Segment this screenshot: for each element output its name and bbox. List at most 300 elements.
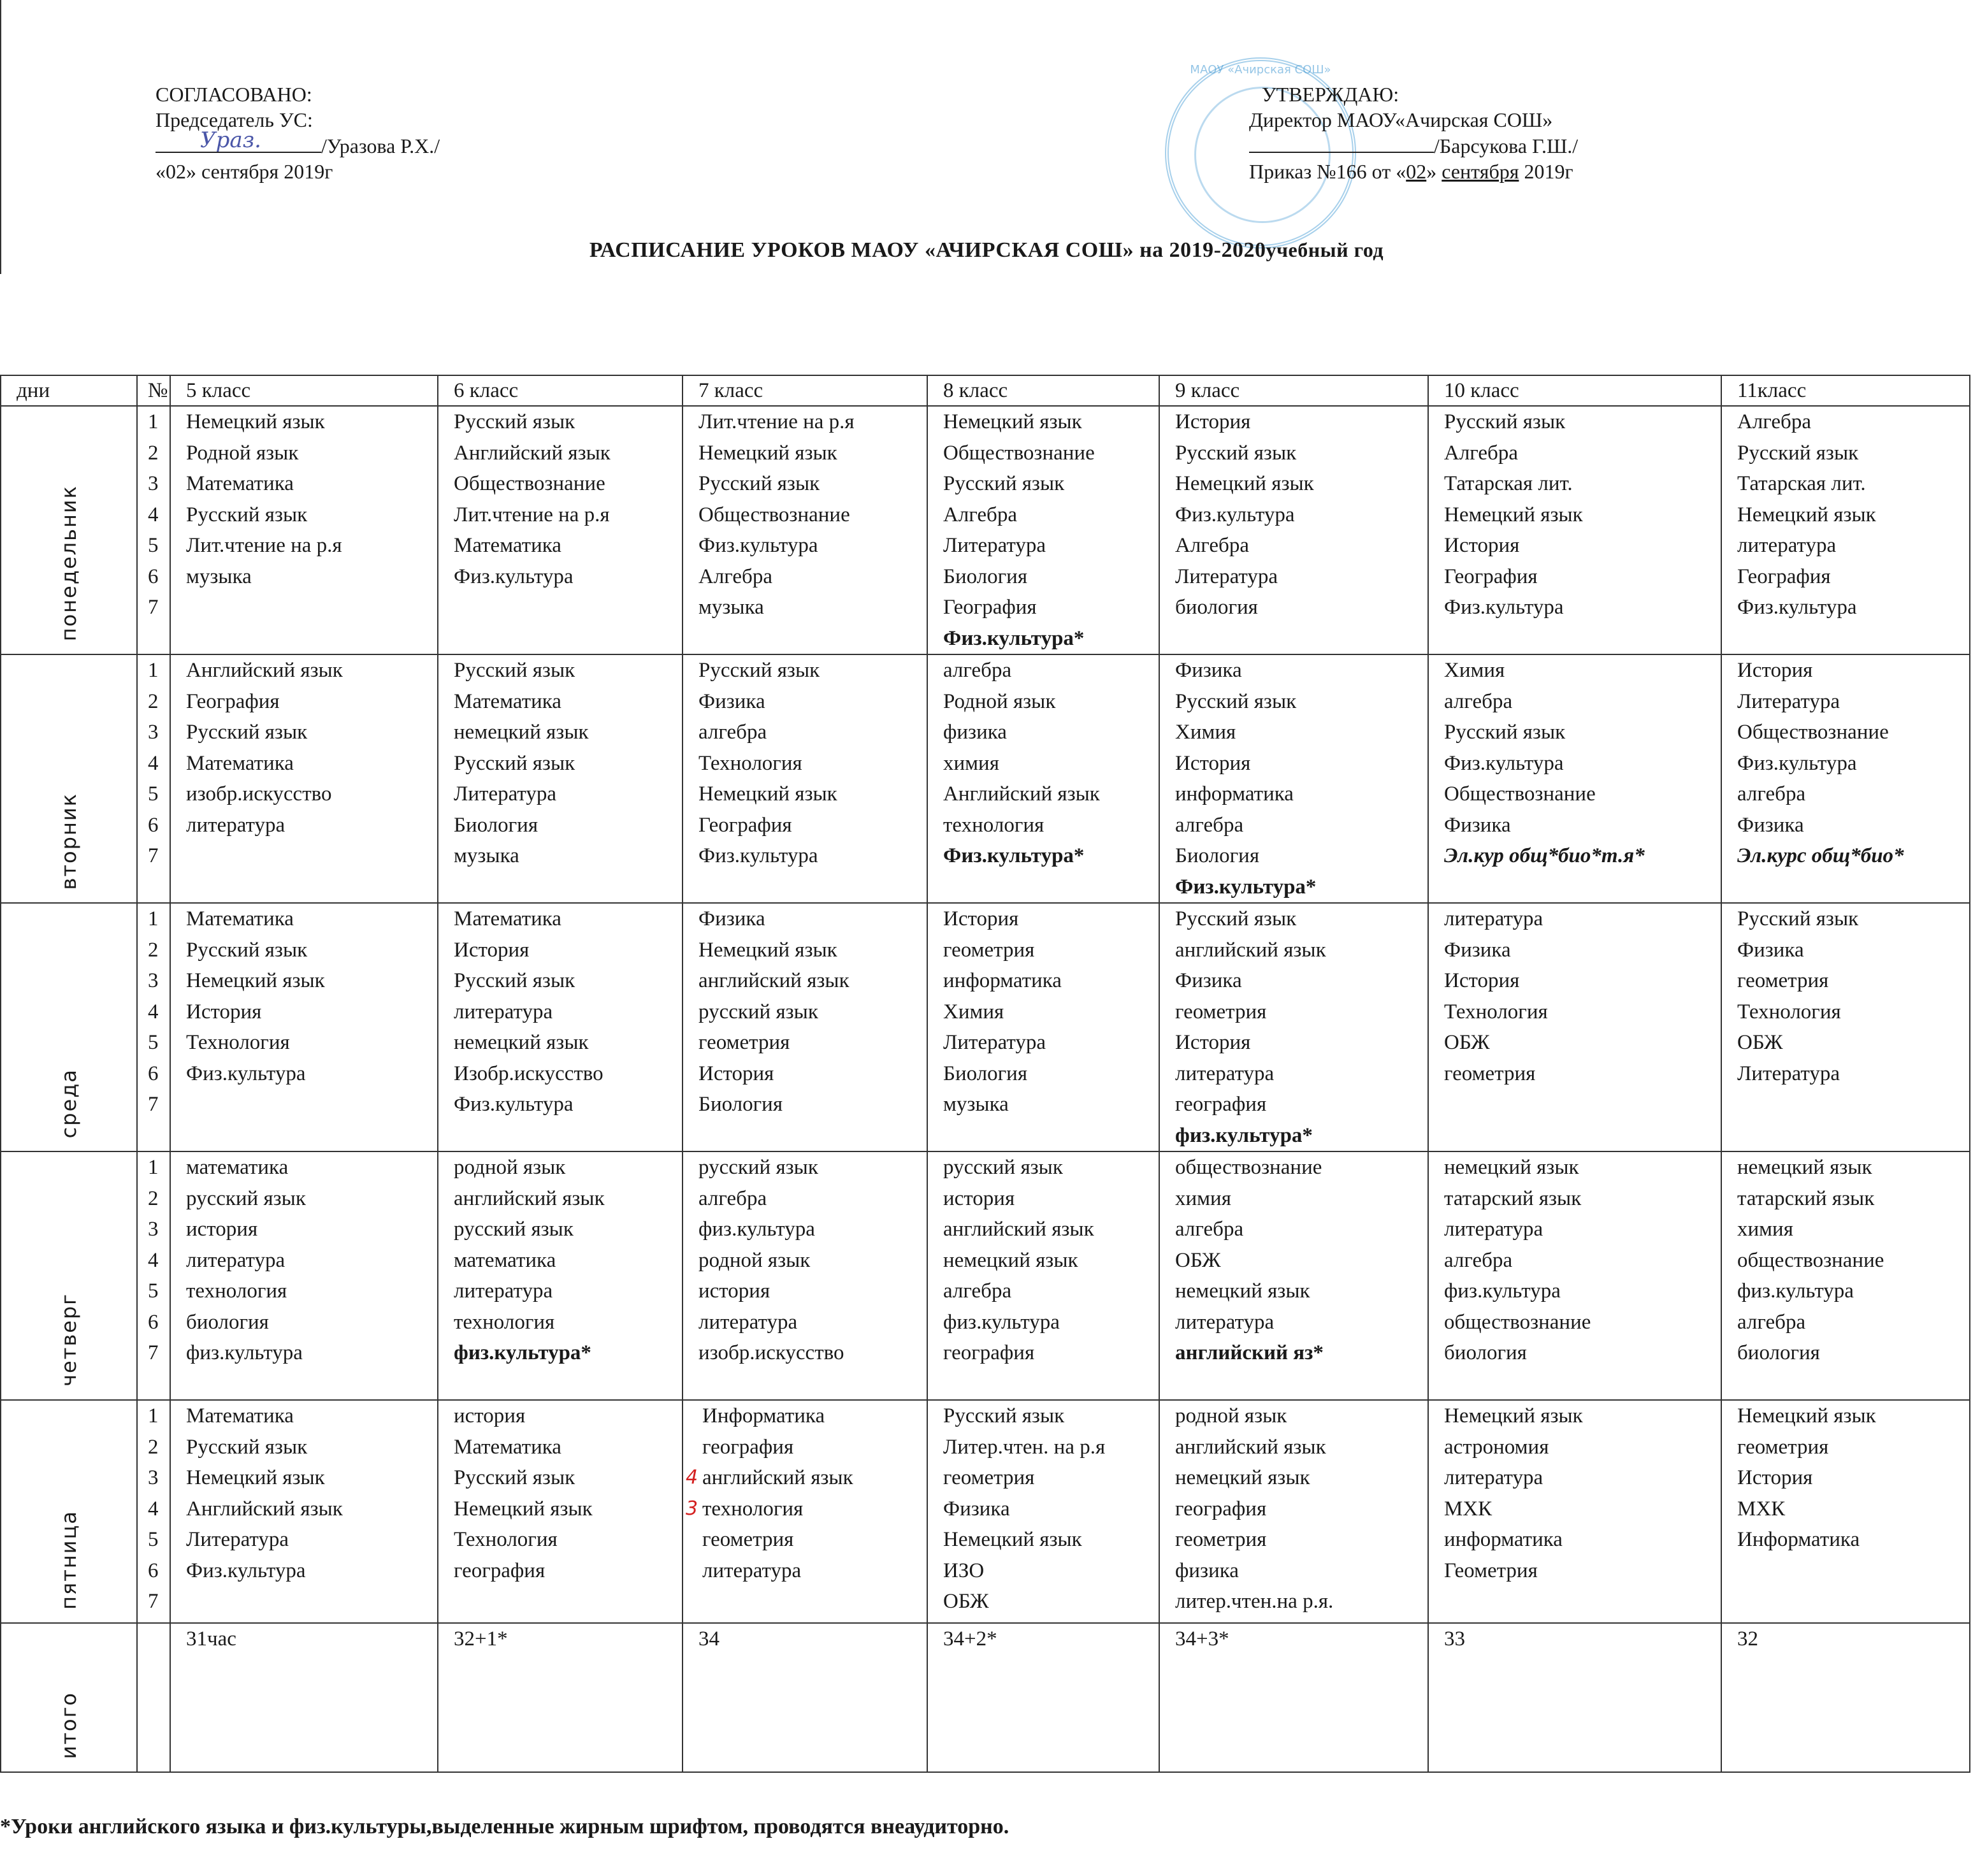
day-label: четверг: [56, 1293, 81, 1387]
lesson: Физ.культура*: [943, 844, 1085, 867]
lesson: немецкий язык: [454, 721, 589, 744]
lesson-number-cell: [137, 1151, 170, 1400]
lesson-number-cell: [137, 1400, 170, 1623]
lesson: Математика: [454, 689, 561, 713]
lesson: Математика: [186, 1404, 294, 1427]
lesson: Обществознание: [943, 441, 1095, 465]
lesson: История: [186, 1000, 262, 1023]
lesson: Биология: [1175, 844, 1260, 867]
lesson: Литер.чтен. на р.я: [943, 1435, 1106, 1459]
approval-block-left: [155, 82, 440, 184]
lesson: Немецкий язык: [1175, 472, 1314, 495]
order-day: 02: [1406, 160, 1427, 183]
order-month: сентября: [1442, 160, 1519, 183]
lesson: Русский язык: [1175, 441, 1297, 465]
totals-label-cell: [1, 1623, 137, 1772]
lesson: геометрия: [1444, 1062, 1536, 1085]
lesson: технология: [702, 1497, 804, 1520]
lesson: география: [454, 1559, 546, 1582]
lesson: История: [698, 1062, 774, 1085]
lesson-number: 4: [148, 1248, 159, 1272]
lesson: Физ.культура*: [1175, 875, 1317, 898]
lesson: биология: [1175, 596, 1258, 619]
class-schedule-cell: [1721, 1151, 1970, 1400]
lesson: Немецкий язык: [1737, 503, 1876, 526]
lesson: русский язык: [698, 1000, 818, 1023]
lesson-number: 1: [148, 410, 159, 433]
lesson: История: [943, 907, 1019, 930]
total-hours-cell: 34: [683, 1623, 927, 1772]
lesson: Физ.культура: [698, 534, 818, 557]
approval-heading: СОГЛАСОВАНО:: [155, 83, 312, 106]
lesson: Обществознание: [1444, 783, 1596, 805]
lesson: МХК: [1444, 1497, 1492, 1520]
class-schedule-cell: [1721, 654, 1970, 903]
lesson: Русский язык: [454, 659, 575, 682]
lesson: Физика: [698, 907, 765, 930]
lesson: Литература: [454, 783, 557, 805]
approval-heading: УТВЕРЖДАЮ:: [1262, 83, 1399, 106]
lesson: изобр.искусство: [186, 783, 332, 805]
lesson-number-cell: [137, 406, 170, 654]
lesson: биология: [186, 1310, 269, 1334]
totals-row: [1, 1623, 1970, 1772]
header-class: 10 класс: [1428, 375, 1721, 406]
class-schedule-cell: [683, 903, 927, 1151]
lesson: литература: [1737, 534, 1837, 557]
day-row: [1, 1400, 1970, 1623]
lesson-number: 2: [148, 1187, 159, 1210]
lesson: Русский язык: [1175, 689, 1297, 713]
lesson-number: 1: [148, 1404, 159, 1427]
lesson: алгебра: [698, 1187, 767, 1210]
lesson: Физ.культура: [186, 1559, 306, 1582]
lesson: Физика: [698, 689, 765, 713]
lesson: геометрия: [943, 1466, 1035, 1489]
header-class: 6 класс: [438, 375, 683, 406]
approver-name: /Уразова Р.Х./: [321, 134, 440, 157]
order-year: 2019г: [1519, 160, 1573, 183]
lesson: математика: [186, 1156, 289, 1179]
class-schedule-cell: [927, 1151, 1159, 1400]
total-hours-cell: 32+1*: [438, 1623, 683, 1772]
lesson: алгебра: [1737, 1310, 1806, 1334]
header-number: №: [137, 375, 170, 406]
lesson: биология: [1444, 1341, 1527, 1364]
lesson: Алгебра: [1444, 441, 1518, 465]
lesson-number: 1: [148, 659, 159, 682]
lesson: технология: [454, 1310, 555, 1334]
class-schedule-cell: [683, 1400, 927, 1623]
lesson: Немецкий язык: [186, 410, 325, 433]
lesson: физ.культура: [1444, 1280, 1561, 1302]
lesson: Немецкий язык: [1444, 503, 1583, 526]
class-schedule-cell: [438, 903, 683, 1151]
lesson: технология: [943, 813, 1044, 837]
lesson: Русский язык: [943, 1404, 1065, 1427]
lesson: Биология: [943, 1062, 1028, 1085]
class-schedule-cell: [927, 406, 1159, 654]
lesson: литература: [1444, 1218, 1543, 1241]
class-schedule-cell: [170, 1400, 438, 1623]
lesson: обществознание: [1737, 1248, 1884, 1272]
lesson: Немецкий язык: [943, 1528, 1082, 1551]
lesson: английский язык: [454, 1187, 605, 1210]
lesson: английский язык: [1175, 938, 1326, 962]
class-schedule-cell: [170, 903, 438, 1151]
lesson: родной язык: [1175, 1404, 1287, 1427]
lesson: история: [943, 1187, 1015, 1210]
page-edge-line: [0, 0, 1, 274]
lesson: Математика: [186, 907, 294, 930]
lesson-number: 7: [148, 844, 159, 867]
lesson: Немецкий язык: [1444, 1404, 1583, 1427]
lesson: изобр.искусство: [698, 1341, 844, 1364]
lesson: английский язык: [1175, 1435, 1326, 1459]
lesson: Физ.культура: [1737, 751, 1857, 775]
lesson: татарский язык: [1737, 1187, 1875, 1210]
lesson: русский язык: [454, 1218, 574, 1241]
lesson: английский язык: [943, 1218, 1094, 1241]
lesson: Литература: [943, 534, 1046, 557]
class-schedule-cell: [683, 1151, 927, 1400]
lesson: История: [1175, 410, 1251, 433]
lesson: Информатика: [702, 1404, 825, 1427]
lesson-number: 5: [148, 1031, 159, 1054]
lesson: Физика: [1737, 813, 1804, 837]
lesson: Лит.чтение на р.я: [698, 410, 855, 433]
lesson: история: [454, 1404, 526, 1427]
lesson: Биология: [943, 565, 1028, 588]
class-schedule-cell: [438, 1151, 683, 1400]
lesson: алгебра: [943, 1280, 1012, 1302]
header-class: 5 класс: [170, 375, 438, 406]
lesson: физ.культура: [943, 1310, 1060, 1334]
lesson: Немецкий язык: [1737, 1404, 1876, 1427]
lesson: Алгебра: [943, 503, 1017, 526]
lesson-number: 2: [148, 938, 159, 962]
lesson: технология: [186, 1280, 287, 1302]
order-prefix: Приказ №166 от «: [1249, 160, 1406, 183]
lesson: Физ.культура: [1175, 503, 1295, 526]
lesson-number: 4: [148, 1497, 159, 1520]
lesson-number: 3: [148, 1218, 159, 1241]
lesson: Лит.чтение на р.я: [186, 534, 342, 557]
class-schedule-cell: [438, 1400, 683, 1623]
lesson: немецкий язык: [454, 1031, 589, 1054]
lesson: русский язык: [943, 1156, 1063, 1179]
class-schedule-cell: [927, 1400, 1159, 1623]
lesson: История: [1737, 1466, 1813, 1489]
lesson-number: 1: [148, 907, 159, 930]
lesson: Немецкий язык: [454, 1497, 593, 1520]
lesson: Русский язык: [186, 721, 308, 744]
title-suffix: учебный год: [1266, 238, 1384, 261]
lesson: Русский язык: [698, 472, 820, 495]
lesson: Физ.культура*: [943, 626, 1085, 650]
lesson: Эл.курс общ*био*: [1737, 844, 1904, 867]
lesson: химия: [1737, 1218, 1793, 1241]
lesson: литература: [454, 1000, 553, 1023]
lesson: немецкий язык: [1737, 1156, 1872, 1179]
order-reference: [1249, 159, 1578, 184]
lesson: Английский язык: [186, 1497, 343, 1520]
lesson: Литература: [1737, 689, 1840, 713]
day-cell: [1, 406, 137, 654]
lesson: алгебра: [1175, 813, 1244, 837]
lesson: алгебра: [943, 659, 1012, 682]
lesson: музыка: [454, 844, 519, 867]
lesson: Физ.культура: [1444, 751, 1564, 775]
lesson: музыка: [943, 1093, 1009, 1116]
lesson: физ.культура: [698, 1218, 815, 1241]
lesson: Русский язык: [1444, 721, 1566, 744]
lesson: История: [1444, 534, 1520, 557]
lesson: Алгебра: [1737, 410, 1811, 433]
lesson: геометрия: [943, 938, 1035, 962]
approval-date: «02» сентября 2019г: [155, 160, 333, 183]
lesson: История: [454, 938, 530, 962]
lesson: Русский язык: [454, 410, 575, 433]
lesson: литература: [1175, 1310, 1275, 1334]
lesson-number: 2: [148, 441, 159, 465]
class-schedule-cell: [1721, 406, 1970, 654]
title-main: РАСПИСАНИЕ УРОКОВ МАОУ «АЧИРСКАЯ СОШ» на 2019-2020: [589, 238, 1266, 262]
class-schedule-cell: [1159, 406, 1428, 654]
lesson: музыка: [698, 596, 764, 619]
lesson: немецкий язык: [943, 1248, 1078, 1272]
header-days: дни: [1, 375, 137, 406]
day-row: [1, 903, 1970, 1151]
lesson-number: 7: [148, 1093, 159, 1116]
lesson: Химия: [943, 1000, 1004, 1023]
class-schedule-cell: [438, 654, 683, 903]
lesson-number: 5: [148, 783, 159, 805]
lesson: химия: [943, 751, 999, 775]
lesson: история: [698, 1280, 770, 1302]
lesson-number: 6: [148, 1062, 159, 1085]
lesson: Математика: [454, 1435, 561, 1459]
lesson-number: 7: [148, 596, 159, 619]
lesson: география: [1175, 1497, 1267, 1520]
signature-line: [1249, 133, 1434, 153]
schedule-table: [0, 375, 1970, 1773]
lesson: Математика: [454, 534, 561, 557]
class-schedule-cell: [1721, 903, 1970, 1151]
lesson-number: 6: [148, 1559, 159, 1582]
class-schedule-cell: [1159, 1400, 1428, 1623]
totals-label: итого: [56, 1691, 81, 1759]
day-label: среда: [56, 1068, 81, 1138]
lesson: алгебра: [1175, 1218, 1244, 1241]
class-schedule-cell: [438, 406, 683, 654]
header-row: [1, 375, 1970, 406]
lesson: ИЗО: [943, 1559, 985, 1582]
day-label: понедельник: [56, 484, 81, 641]
lesson: Физика: [1737, 938, 1804, 962]
day-cell: [1, 1151, 137, 1400]
lesson: Русский язык: [1737, 441, 1859, 465]
lesson: Немецкий язык: [698, 938, 837, 962]
lesson: ОБЖ: [1444, 1031, 1490, 1054]
lesson: Технология: [186, 1031, 290, 1054]
header-class: 11класс: [1721, 375, 1970, 406]
lesson: обществознание: [1444, 1310, 1591, 1334]
lesson: математика: [454, 1248, 556, 1272]
lesson-number: 5: [148, 1528, 159, 1551]
lesson-number: 2: [148, 1435, 159, 1459]
lesson: Геометрия: [1444, 1559, 1538, 1582]
lesson: химия: [1175, 1187, 1231, 1210]
day-row: [1, 654, 1970, 903]
class-schedule-cell: [683, 406, 927, 654]
lesson: география: [943, 1341, 1035, 1364]
lesson: География: [1444, 565, 1538, 588]
approval-signature-row: [1249, 133, 1578, 159]
lesson: Татарская лит.: [1737, 472, 1866, 495]
lesson-number: 6: [148, 565, 159, 588]
lesson-number: 3: [148, 969, 159, 992]
lesson: литература: [1444, 1466, 1543, 1489]
lesson: Информатика: [1737, 1528, 1860, 1551]
lesson: русский язык: [698, 1156, 818, 1179]
approver-name: /Барсукова Г.Ш./: [1434, 134, 1579, 157]
stamp-text: МАОУ «Ачирская СОШ»: [1190, 63, 1331, 76]
day-row: [1, 1151, 1970, 1400]
lesson: Русский язык: [943, 472, 1065, 495]
lesson: физ.культура: [186, 1341, 303, 1364]
lesson: информатика: [1444, 1528, 1563, 1551]
lesson: литература: [702, 1559, 802, 1582]
lesson: обществознание: [1175, 1156, 1322, 1179]
lesson: Физика: [1444, 938, 1511, 962]
lesson: Родной язык: [186, 441, 299, 465]
day-row: [1, 406, 1970, 654]
lesson: Технология: [1444, 1000, 1548, 1023]
class-schedule-cell: [1159, 654, 1428, 903]
lesson: немецкий язык: [1175, 1466, 1310, 1489]
lesson: Биология: [454, 813, 538, 837]
lesson: Химия: [1444, 659, 1505, 682]
lesson-number: 3: [148, 472, 159, 495]
lesson: Немецкий язык: [698, 441, 837, 465]
lesson: алгебра: [698, 721, 767, 744]
lesson: Английский язык: [454, 441, 611, 465]
lesson: Литература: [186, 1528, 289, 1551]
lesson: физика: [943, 721, 1007, 744]
day-label: пятница: [56, 1510, 81, 1610]
class-schedule-cell: [1428, 406, 1721, 654]
total-hours-cell: 32: [1721, 1623, 1970, 1772]
class-schedule-cell: [1428, 654, 1721, 903]
lesson: физ.культура: [1737, 1280, 1854, 1302]
lesson: русский язык: [186, 1187, 306, 1210]
lesson: Русский язык: [186, 1435, 308, 1459]
class-schedule-cell: [170, 654, 438, 903]
lesson-number-cell: [137, 903, 170, 1151]
lesson: Химия: [1175, 721, 1236, 744]
lesson: алгебра: [1444, 1248, 1513, 1272]
lesson: МХК: [1737, 1497, 1786, 1520]
header-class: 9 класс: [1159, 375, 1428, 406]
class-schedule-cell: [683, 654, 927, 903]
lesson: Русский язык: [1737, 907, 1859, 930]
lesson: Физ.культура: [186, 1062, 306, 1085]
lesson: алгебра: [1737, 783, 1806, 805]
lesson: Литература: [1737, 1062, 1840, 1085]
lesson-number: 1: [148, 1156, 159, 1179]
lesson: родной язык: [698, 1248, 811, 1272]
lesson: физика: [1175, 1559, 1239, 1582]
lesson: Немецкий язык: [186, 1466, 325, 1489]
lesson: информатика: [1175, 783, 1294, 805]
lesson: География: [1737, 565, 1831, 588]
class-schedule-cell: [1428, 1400, 1721, 1623]
header-class: 8 класс: [927, 375, 1159, 406]
lesson: ОБЖ: [943, 1590, 989, 1613]
lesson: Технология: [454, 1528, 558, 1551]
lesson: музыка: [186, 565, 252, 588]
lesson: Алгебра: [1175, 534, 1249, 557]
handwritten-mark: 4: [686, 1466, 698, 1489]
signature-line: [155, 127, 321, 153]
lesson: Русский язык: [698, 659, 820, 682]
lesson: Математика: [454, 907, 561, 930]
approval-block-right: [1249, 82, 1578, 184]
total-hours-cell: 31час: [170, 1623, 438, 1772]
lesson-number-cell: [137, 654, 170, 903]
lesson: английский язык: [702, 1466, 853, 1489]
lesson: География: [698, 813, 792, 837]
lesson-number: 5: [148, 534, 159, 557]
lesson: История: [1175, 751, 1251, 775]
day-cell: [1, 1400, 137, 1623]
lesson: астрономия: [1444, 1435, 1549, 1459]
lesson-number: 3: [148, 721, 159, 744]
total-hours-cell: 34+3*: [1159, 1623, 1428, 1772]
lesson-number: 4: [148, 1000, 159, 1023]
footnote: *Уроки английского языка и физ.культуры,выделенные жирным шрифтом, проводятся внеаудиторно.: [0, 1815, 1009, 1838]
lesson: Физика: [943, 1497, 1010, 1520]
class-schedule-cell: [1159, 1151, 1428, 1400]
lesson: немецкий язык: [1444, 1156, 1579, 1179]
lesson: Немецкий язык: [943, 410, 1082, 433]
class-schedule-cell: [1428, 1151, 1721, 1400]
order-mid: »: [1426, 160, 1442, 183]
lesson: Литература: [943, 1031, 1046, 1054]
lesson-number: 7: [148, 1590, 159, 1613]
lesson: литер.чтен.на р.я.: [1175, 1590, 1334, 1613]
lesson: Физ.культура: [454, 1093, 574, 1116]
lesson: Немецкий язык: [698, 783, 837, 805]
lesson: Алгебра: [698, 565, 772, 588]
lesson: Родной язык: [943, 689, 1056, 713]
lesson: Русский язык: [186, 503, 308, 526]
lesson: геометрия: [1175, 1000, 1267, 1023]
lesson: Физ.культура: [1444, 596, 1564, 619]
lesson: история: [186, 1218, 258, 1241]
handwritten-signature: Ураз.: [200, 127, 261, 153]
lesson: Математика: [186, 751, 294, 775]
lesson: литература: [698, 1310, 798, 1334]
lesson: ОБЖ: [1175, 1248, 1221, 1272]
lesson: татарский язык: [1444, 1187, 1582, 1210]
lesson: Русский язык: [1444, 410, 1566, 433]
lesson: литература: [1175, 1062, 1275, 1085]
lesson: немецкий язык: [1175, 1280, 1310, 1302]
day-cell: [1, 654, 137, 903]
header-class: 7 класс: [683, 375, 927, 406]
